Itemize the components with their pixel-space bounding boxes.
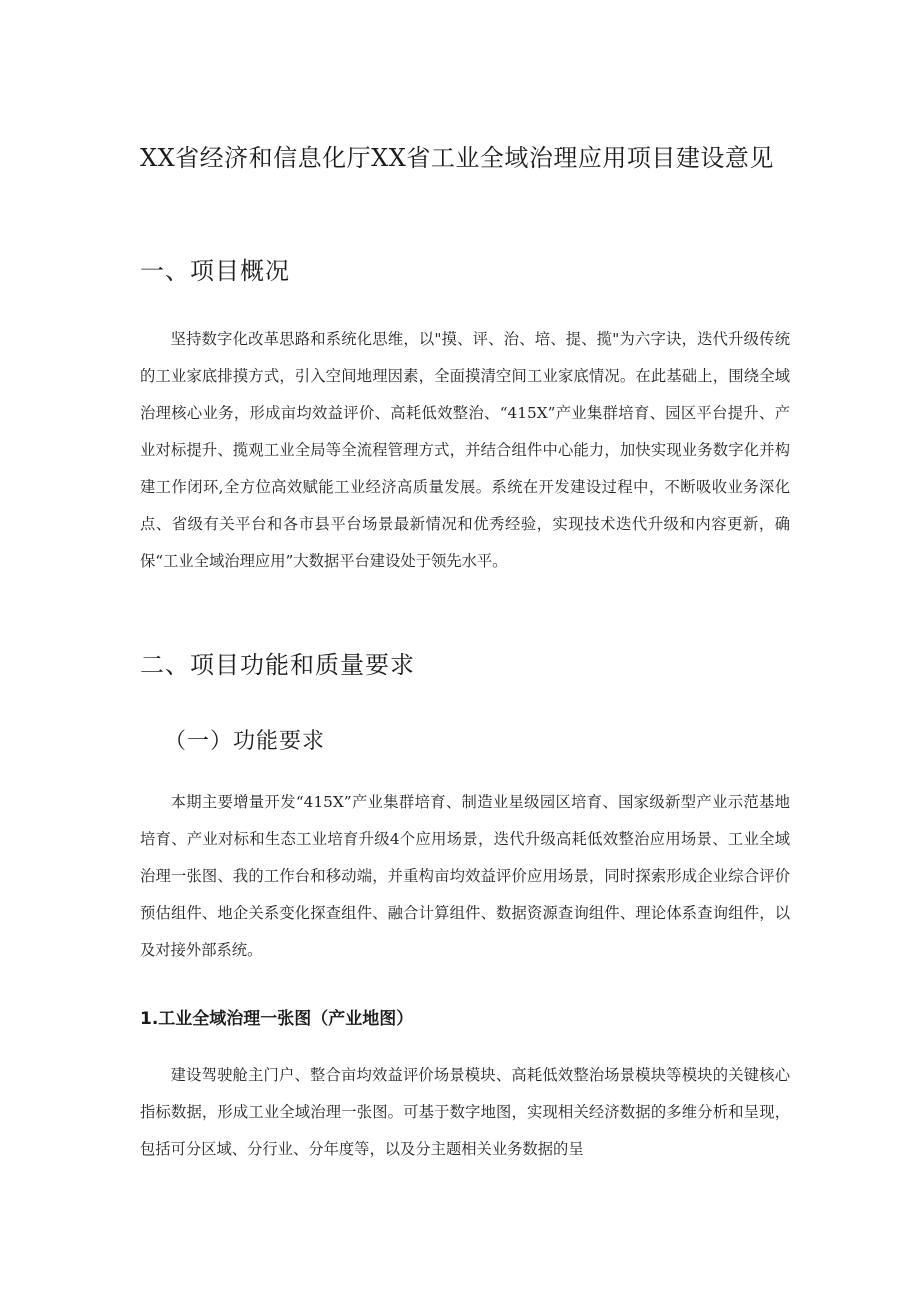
functional-paragraph: 本期主要增量开发“415X”产业集群培育、制造业星级园区培育、国家级新型产业示范基地培育、产业对标和生态工业培育升级4个应用场景，迭代升级高耗低效整治应用场景、工业全域治理一张图、我的工作台和移动端，并重构亩均效益评价应用场景，同时探索形成企业综合评价预估组件、地企关系变化探查组件、融合计算组件、数据资源查询组件、理论体系查询组件，以及对接外部系统。 (140, 793, 790, 959)
section-heading-overview: 一、项目概况 (140, 257, 290, 285)
document-title: XX省经济和信息化厅XX省工业全域治理应用项目建设意见 (140, 144, 774, 172)
item-heading-industry-map: 1.工业全域治理一张图（产业地图） (140, 1009, 414, 1029)
industry-map-paragraph: 建设驾驶舱主门户、整合亩均效益评价场景模块、高耗低效整治场景模块等模块的关键核心指标数据，形成工业全域治理一张图。可基于数字地图，实现相关经济数据的多维分析和呈现，包括可分区域、分行业、分年度等，以及分主题相关业务数据的呈 (140, 1066, 790, 1158)
overview-paragraph: 坚持数字化改革思路和系统化思维，以"摸、评、治、培、提、揽"为六字诀，迭代升级传统的工业家底排摸方式，引入空间地理因素，全面摸清空间工业家底情况。在此基础上，围绕全域治理核心业务，形成亩均效益评价、高耗低效整治、“415X”产业集群培育、园区平台提升、产业对标提升、揽观工业全局等全流程管理方式，并结合组件中心能力，加快实现业务数字化并构建工作闭环,全方位高效赋能工业经济高质量发展。系统在开发建设过程中，不断吸收业务深化点、省级有关平台和各市县平台场景最新情况和优秀经验，实现技术迭代升级和内容更新，确保“工业全域治理应用”大数据平台建设处于领先水平。 (140, 330, 790, 570)
subsection-heading-functional: （一）功能要求 (164, 729, 326, 754)
section-heading-requirements: 二、项目功能和质量要求 (140, 651, 415, 679)
